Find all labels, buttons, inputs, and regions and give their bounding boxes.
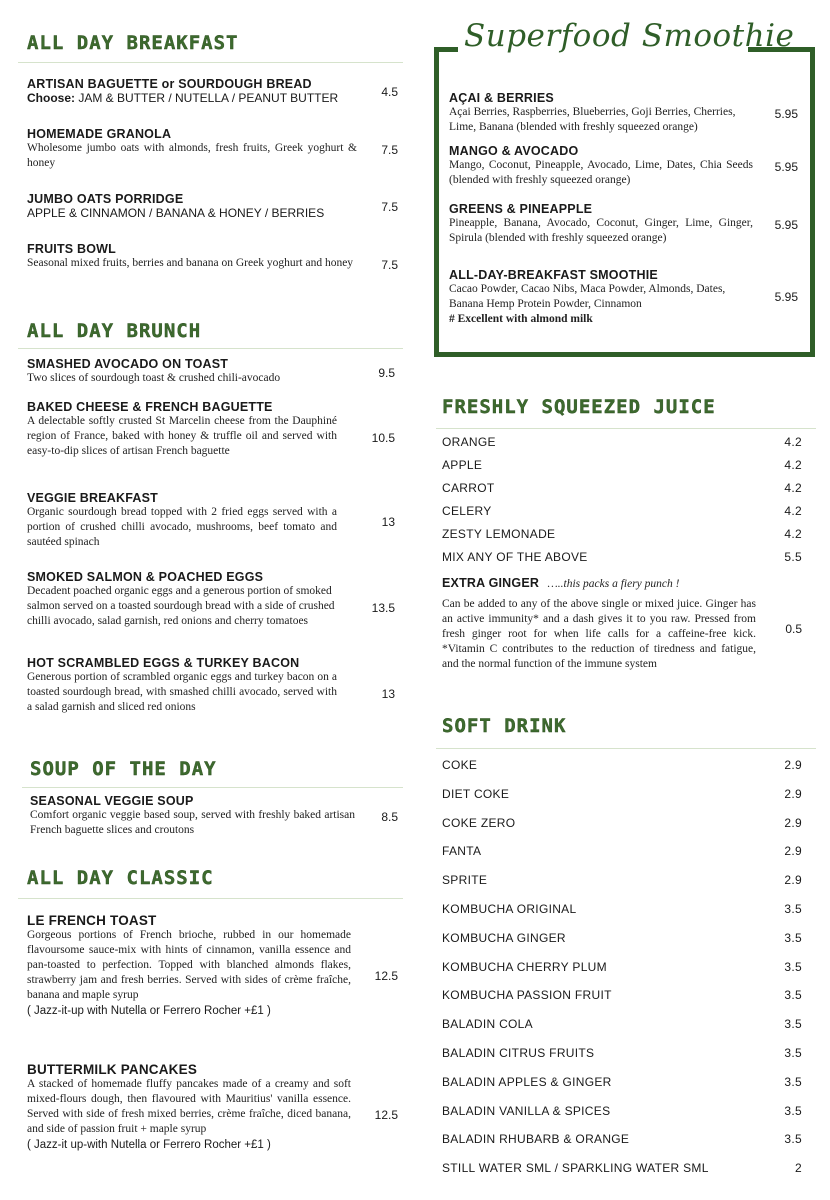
item-name: BALADIN RHUBARB & ORANGE: [442, 1132, 630, 1147]
item-description: Comfort organic veggie based soup, served with freshly baked artisan French baguette slices and croutons: [30, 809, 355, 836]
list-item: [442, 787, 802, 801]
item-name: KOMBUCHA ORIGINAL: [442, 902, 577, 916]
juice-title: FRESHLY SQUEEZED JUICE: [442, 396, 716, 418]
list-item: [442, 758, 802, 772]
item-price: 4.2: [784, 435, 802, 449]
item-description: Cacao Powder, Cacao Nibs, Maca Powder, Almonds, Dates, Banana Hemp Protein Powder, Cinnamon: [449, 283, 726, 310]
soft-drink-title: SOFT DRINK: [442, 715, 567, 737]
item-name: FANTA: [442, 844, 482, 859]
item-options: APPLE & CINNAMON / BANANA & HONEY / BERRIES: [27, 206, 325, 220]
item-name: COKE ZERO: [442, 815, 516, 830]
item-price: 3.5: [784, 902, 802, 916]
item-description: A stacked of homemade fluffy pancakes made of a creamy and soft mixed-flours dough, then flavoured with Mauritius' vanilla essence. Served with side of fresh mixed berries, crème fraîche, diced banana, and side of passion fruit + maple syrup: [27, 1078, 351, 1135]
item-name: DIET COKE: [442, 786, 510, 801]
item-name: BAKED CHEESE & FRENCH BAGUETTE: [27, 400, 273, 414]
item-description: Mango, Coconut, Pineapple, Avocado, Lime, Dates, Chia Seeds (blended with freshly squeezed orange): [449, 159, 753, 186]
item-price: 2.9: [784, 873, 802, 888]
item-name: BALADIN APPLES & GINGER: [442, 1074, 612, 1089]
item-name: MIX ANY OF THE ABOVE: [442, 550, 588, 564]
extra-ginger: [442, 574, 756, 672]
item-name: JUMBO OATS PORRIDGE: [27, 192, 184, 206]
item-name: KOMBUCHA PASSION FRUIT: [442, 988, 612, 1003]
menu-item: [27, 192, 362, 220]
item-price: 4.2: [784, 481, 802, 495]
list-item: [442, 902, 802, 916]
menu-item: [27, 491, 337, 550]
item-price: 5.95: [774, 218, 798, 232]
menu-item: [27, 127, 357, 171]
item-name: ORANGE: [442, 435, 496, 449]
soup-title: SOUP OF THE DAY: [30, 758, 217, 780]
brunch-title: ALL DAY BRUNCH: [27, 320, 202, 342]
classic-rule: [18, 898, 403, 899]
item-name: HOT SCRAMBLED EGGS & TURKEY BACON: [27, 656, 300, 670]
item-name: HOMEMADE GRANOLA: [27, 127, 172, 141]
list-item: [442, 931, 802, 945]
item-price: 2: [795, 1161, 802, 1176]
item-description: Pineapple, Banana, Avocado, Coconut, Ginger, Lime, Ginger, Spirula (blended with freshly squeezed orange): [449, 217, 753, 244]
item-price: 3.5: [784, 930, 802, 945]
list-item: [442, 435, 802, 449]
item-price: 3.5: [784, 1046, 802, 1060]
list-item: [442, 816, 802, 830]
item-description: Seasonal mixed fruits, berries and banana on Greek yoghurt and honey: [27, 257, 354, 269]
item-price: 8.5: [381, 810, 398, 824]
item-note: # Excellent with almond milk: [449, 313, 593, 325]
list-item: [442, 527, 802, 541]
list-item: [442, 1132, 802, 1146]
item-price: 4.5: [381, 85, 398, 99]
soft-drink-rule: [436, 748, 816, 749]
list-item: [442, 1075, 802, 1089]
item-description: Two slices of sourdough toast & crushed chili-avocado: [27, 372, 281, 384]
item-price: 5.5: [784, 550, 802, 564]
item-price: 3.5: [784, 959, 802, 974]
item-price: 2.9: [784, 758, 802, 772]
menu-item: [449, 202, 753, 246]
soup-rule: [22, 787, 403, 788]
item-name: BALADIN COLA: [442, 1017, 533, 1032]
item-description: Açai Berries, Raspberries, Blueberries, Goji Berries, Cherries, Lime, Banana (blended with freshly squeezed orange): [449, 106, 736, 133]
item-price: 12.5: [374, 1108, 398, 1122]
menu-item: [449, 144, 753, 188]
list-item: [442, 960, 802, 974]
menu-item: [30, 794, 355, 838]
item-price: 2.9: [784, 815, 802, 830]
item-name: CELERY: [442, 504, 492, 518]
item-name: BALADIN VANILLA & SPICES: [442, 1103, 611, 1118]
menu-item: [27, 400, 337, 459]
menu-item: [27, 77, 362, 105]
item-note: ( Jazz-it up-with Nutella or Ferrero Rocher +£1 ): [27, 1139, 271, 1151]
choose-options: JAM & BUTTER / NUTELLA / PEANUT BUTTER: [78, 91, 339, 105]
item-name: ARTISAN BAGUETTE or SOURDOUGH BREAD: [27, 77, 312, 91]
item-name: STILL WATER SML / SPARKLING WATER SML: [442, 1161, 709, 1176]
menu-item: [27, 913, 351, 1017]
item-price: 13.5: [371, 601, 395, 615]
item-name: LE FRENCH TOAST: [27, 913, 157, 928]
item-name: APPLE: [442, 458, 483, 472]
item-price: 7.5: [381, 258, 398, 272]
item-name: SEASONAL VEGGIE SOUP: [30, 794, 194, 808]
list-item: [442, 1046, 802, 1060]
item-price: 4.2: [784, 527, 802, 541]
breakfast-rule: [18, 62, 403, 63]
list-item: [442, 504, 802, 518]
brunch-rule: [18, 348, 403, 349]
item-price: 13: [381, 515, 395, 529]
item-price: 3.5: [784, 1074, 802, 1089]
item-name: KOMBUCHA GINGER: [442, 930, 566, 945]
item-description: Organic sourdough bread topped with 2 fried eggs served with a portion of crushed chilli avocado, mushrooms, beef tomato and sautéed spinach: [27, 506, 337, 548]
item-price: 3.5: [784, 1132, 802, 1147]
item-name: KOMBUCHA CHERRY PLUM: [442, 959, 607, 974]
item-name: FRUITS BOWL: [27, 242, 116, 256]
item-name: SMASHED AVOCADO ON TOAST: [27, 357, 229, 371]
list-item: [442, 550, 802, 564]
item-price: 5.95: [774, 160, 798, 174]
item-price: 3.5: [784, 1017, 802, 1032]
list-item: [442, 1017, 802, 1031]
item-description: A delectable softly crusted St Marcelin cheese from the Dauphiné region of France, baked with honey & truffle oil and served with easy-to-dip slices of artisan French baguette: [27, 415, 337, 457]
item-description: Can be added to any of the above single or mixed juice. Ginger has an active immunity* and a dash gives it to you raw. Pressed from fresh ginger root for when life calls for a caffeine-free kick. *Vitamin C contributes to the reduction of tiredness and fatigue, and the normal function of the immune system: [442, 598, 756, 670]
menu-item: [27, 242, 355, 271]
item-price: 3.5: [784, 1103, 802, 1118]
classic-title: ALL DAY CLASSIC: [27, 867, 214, 889]
item-description: Wholesome jumbo oats with almonds, fresh fruits, Greek yoghurt & honey: [27, 142, 357, 169]
item-price: 7.5: [381, 143, 398, 157]
item-price: 12.5: [374, 969, 398, 983]
item-name: SPRITE: [442, 873, 488, 888]
item-price: 9.5: [378, 366, 395, 380]
menu-item: [27, 656, 337, 715]
item-price: 2.9: [784, 844, 802, 859]
item-name: BUTTERMILK PANCAKES: [27, 1062, 198, 1077]
list-item: [442, 988, 802, 1002]
item-description: Decadent poached organic eggs and a generous portion of smoked salmon served on a toasted sourdough bread with a side of crushed chilli avocado, salad garnish, red onions and cherry tomatoes: [27, 585, 335, 627]
item-price: 10.5: [371, 431, 395, 445]
item-name: MANGO & AVOCADO: [449, 144, 579, 158]
menu-item: [27, 357, 357, 386]
breakfast-title: ALL DAY BREAKFAST: [27, 32, 239, 54]
item-price: 2.9: [784, 786, 802, 801]
list-item: [442, 873, 802, 887]
item-name: ALL-DAY-BREAKFAST SMOOTHIE: [449, 268, 658, 282]
item-name: AÇAI & BERRIES: [449, 91, 554, 105]
list-item: [442, 1161, 802, 1175]
menu-item: [27, 1062, 351, 1151]
item-price: 3.5: [784, 988, 802, 1003]
item-price: 0.5: [785, 622, 802, 636]
item-name: CARROT: [442, 481, 495, 495]
item-price: 4.2: [784, 458, 802, 472]
item-description: Gorgeous portions of French brioche, rubbed in our homemade flavoursome sauce-mix with hints of cinnamon, vanilla essence and pan-toasted to perfection. Topped with blanched almonds flakes, strawberry jam and fresh berries. Served with sides of crème fraîche, banana and maple syrup: [27, 929, 351, 1001]
menu-item: [27, 570, 337, 629]
item-price: 5.95: [774, 107, 798, 121]
list-item: [442, 844, 802, 858]
item-note: ( Jazz-it-up with Nutella or Ferrero Rocher +£1 ): [27, 1005, 271, 1017]
item-price: 13: [381, 687, 395, 701]
choose-label: Choose:: [27, 91, 75, 105]
item-name: ZESTY LEMONADE: [442, 527, 556, 541]
item-tagline: …..this packs a fiery punch !: [547, 578, 680, 590]
smoothie-title: Superfood Smoothie: [464, 18, 795, 54]
item-description: Generous portion of scrambled organic eggs and turkey bacon on a toasted sourdough bread, with smashed chilli avocado, served with a salad garnish and sliced red onions: [27, 671, 337, 713]
item-price: 4.2: [784, 504, 802, 518]
item-name: BALADIN CITRUS FRUITS: [442, 1046, 595, 1060]
item-price: 5.95: [774, 290, 798, 304]
item-name: EXTRA GINGER: [442, 576, 540, 590]
item-name: COKE: [442, 758, 478, 772]
list-item: [442, 458, 802, 472]
item-name: VEGGIE BREAKFAST: [27, 491, 158, 505]
menu-item: [449, 91, 755, 135]
menu-item: [449, 268, 739, 327]
item-name: SMOKED SALMON & POACHED EGGS: [27, 570, 264, 584]
item-name: GREENS & PINEAPPLE: [449, 202, 593, 216]
list-item: [442, 1104, 802, 1118]
juice-rule: [436, 428, 816, 429]
list-item: [442, 481, 802, 495]
item-price: 7.5: [381, 200, 398, 214]
